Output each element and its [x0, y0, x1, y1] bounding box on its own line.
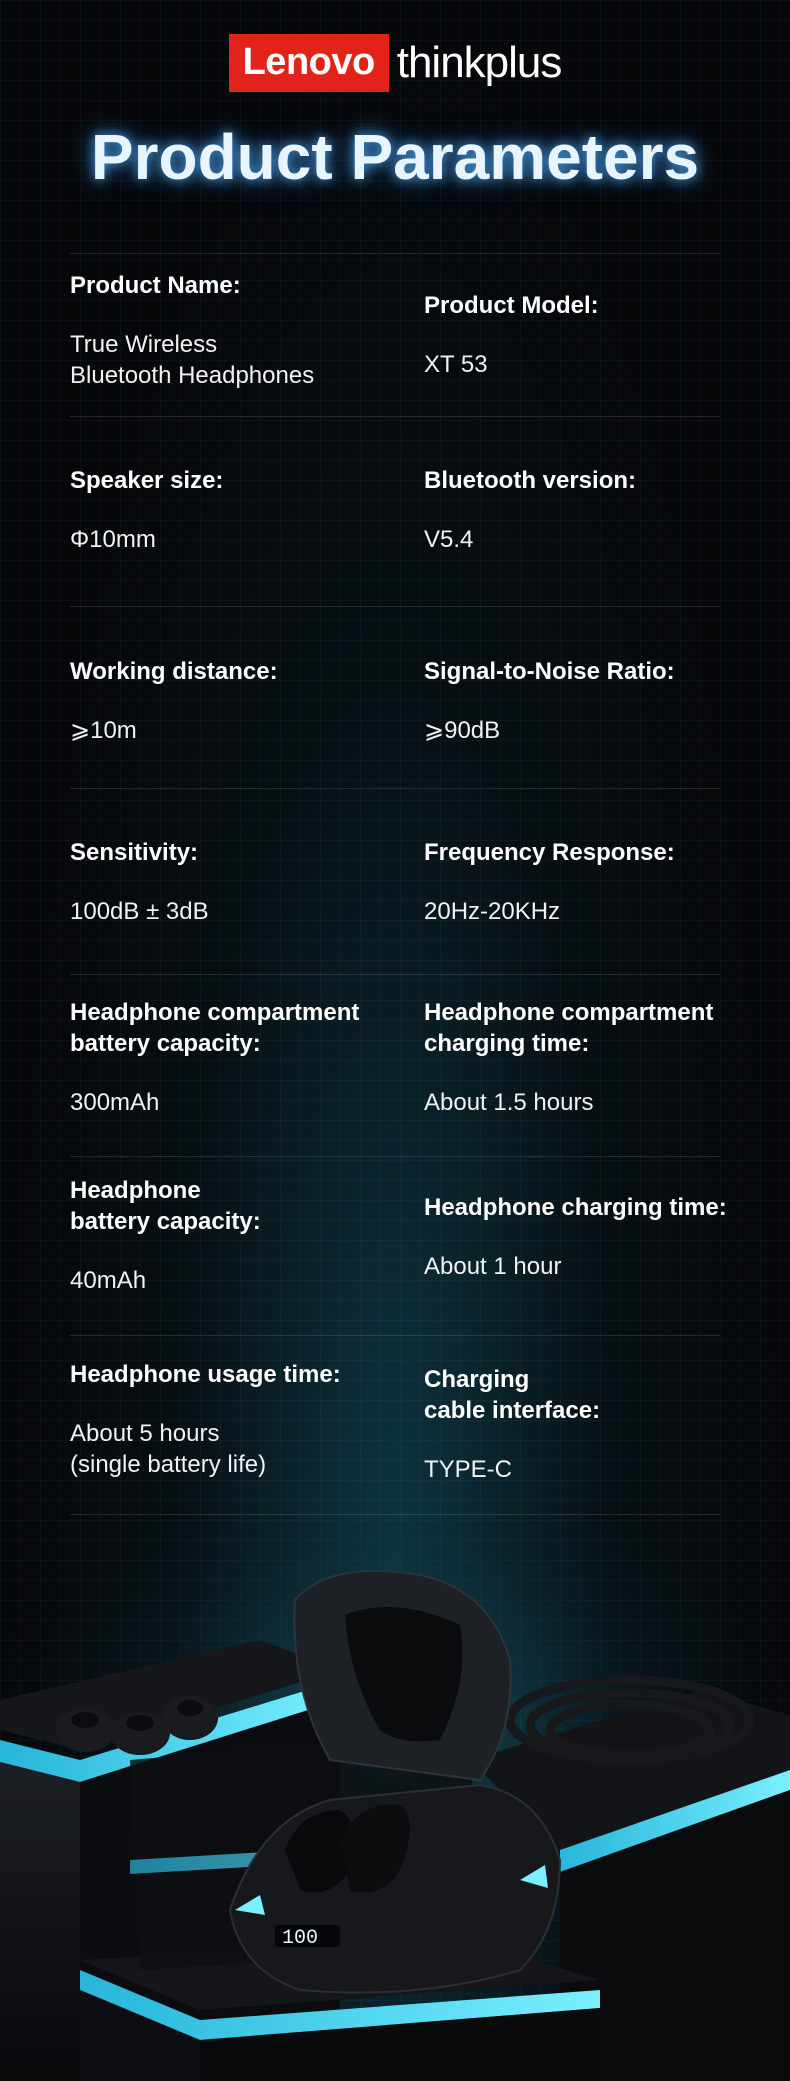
- spec-label: Charging cable interface:: [424, 1366, 601, 1424]
- spec-usage-time: [70, 1359, 400, 1480]
- lenovo-logo: Lenovo: [229, 34, 389, 92]
- spec-value: ⩾10m: [70, 717, 137, 744]
- spec-label: Headphone charging time:: [424, 1194, 727, 1221]
- spec-value: Φ10mm: [70, 526, 156, 553]
- spec-label: Product Model:: [424, 292, 599, 319]
- spec-value: 20Hz-20KHz: [424, 898, 561, 925]
- divider: [70, 1335, 720, 1336]
- spec-label: Speaker size:: [70, 467, 224, 494]
- spec-value: About 1.5 hours: [424, 1089, 594, 1116]
- spec-value: About 5 hours (single battery life): [70, 1420, 267, 1478]
- spec-label: Sensitivity:: [70, 839, 199, 866]
- spec-speaker-size: [70, 465, 400, 555]
- divider: [70, 416, 720, 417]
- spec-compartment-battery: [70, 997, 400, 1118]
- spec-product-name: [70, 270, 400, 391]
- spec-label: Signal-to-Noise Ratio:: [424, 658, 675, 685]
- spec-snr: [424, 656, 754, 746]
- spec-value: ⩾90dB: [424, 717, 501, 744]
- spec-value: 100dB ± 3dB: [70, 898, 209, 925]
- spec-label: Headphone compartment charging time:: [424, 999, 714, 1057]
- spec-working-distance: [70, 656, 400, 746]
- spec-headphone-battery: [70, 1175, 400, 1296]
- divider: [70, 788, 720, 789]
- spec-headphone-charging: [424, 1192, 754, 1282]
- spec-label: Headphone usage time:: [70, 1361, 341, 1388]
- brand-header: [0, 34, 790, 92]
- spec-label: Headphone compartment battery capacity:: [70, 999, 360, 1057]
- spec-value: 40mAh: [70, 1267, 147, 1294]
- page-title: Product Parameters: [90, 121, 700, 193]
- spec-bluetooth-version: [424, 465, 754, 555]
- spec-frequency-response: [424, 837, 754, 927]
- divider: [70, 974, 720, 975]
- spec-value: 300mAh: [70, 1089, 160, 1116]
- spec-product-model: [424, 290, 754, 380]
- divider: [70, 253, 720, 254]
- spec-label: Bluetooth version:: [424, 467, 637, 494]
- divider: [70, 1156, 720, 1157]
- spec-label: Headphone battery capacity:: [70, 1177, 261, 1235]
- divider: [70, 606, 720, 607]
- product-image: [0, 1520, 790, 2081]
- spec-value: TYPE-C: [424, 1456, 513, 1483]
- spec-value: V5.4: [424, 526, 474, 553]
- spec-label: Frequency Response:: [424, 839, 675, 866]
- divider: [70, 1514, 720, 1515]
- case-display-readout: 100: [282, 1927, 319, 1950]
- spec-cable-interface: [424, 1364, 754, 1485]
- spec-value: True Wireless Bluetooth Headphones: [70, 331, 315, 389]
- spec-label: Working distance:: [70, 658, 278, 685]
- spec-value: About 1 hour: [424, 1253, 562, 1280]
- spec-compartment-charging: [424, 997, 754, 1118]
- spec-label: Product Name:: [70, 272, 241, 299]
- thinkplus-logo: thinkplus: [396, 38, 562, 87]
- spec-sensitivity: [70, 837, 400, 927]
- spec-value: XT 53: [424, 351, 488, 378]
